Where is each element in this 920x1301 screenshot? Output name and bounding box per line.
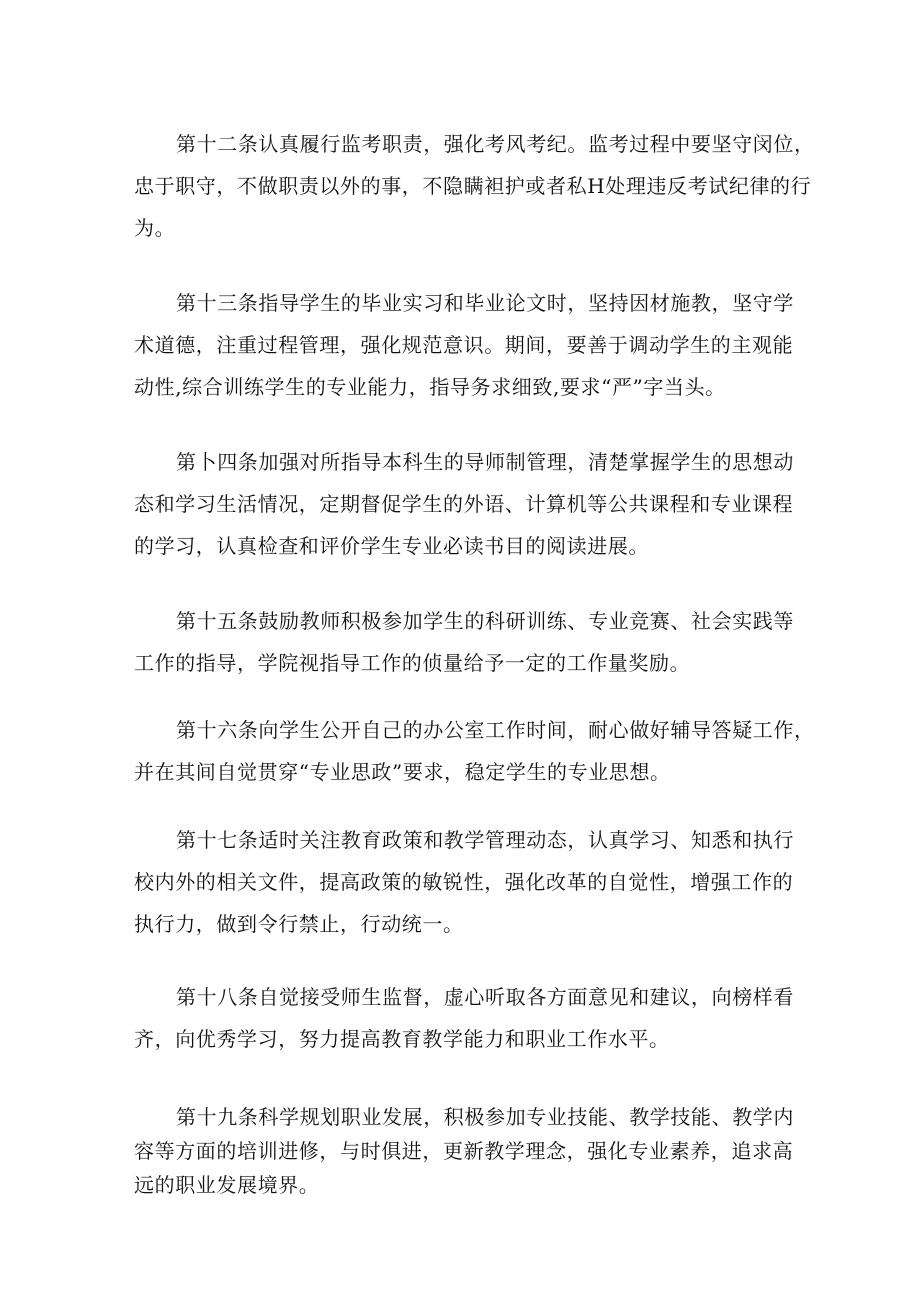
paragraph-line: 执行力，做到令行禁止，行动统一。 <box>134 912 464 936</box>
paragraph-line: 为。 <box>134 216 176 240</box>
article-13-paragraph <box>134 293 794 397</box>
article-18-paragraph <box>134 987 794 1049</box>
article-12-paragraph <box>134 132 815 240</box>
paragraph-line: 态和学习生活情况，定期督促学生的外语、计算机等公共课程和专业课程 <box>134 492 794 516</box>
paragraph-line: 第十七条适时关注教育政策和教学管理动态，认真学习、知悉和执行 <box>176 828 794 852</box>
paragraph-line: 远的职业发展境界。 <box>134 1173 320 1197</box>
article-14-paragraph <box>134 452 794 556</box>
paragraph-line: 术道德，注重过程管理，强化规范意识。期间，要善于调动学生的主观能 <box>134 333 794 357</box>
paragraph-line: 第十六条向学生公开自己的办公室工作时间，耐心做好辅导答疑工作， <box>176 718 815 742</box>
paragraph-line: 忠于职守，不做职责以外的事，不隐瞒袒护或者私H处理违反考试纪律的行 <box>134 174 812 198</box>
paragraph-line: 齐，向优秀学习，努力提高教育教学能力和职业工作水平。 <box>134 1027 670 1051</box>
paragraph-line: 并在其间自觉贯穿“专业思政”要求，稳定学生的专业思想。 <box>134 760 671 784</box>
paragraph-line: 第十九条科学规划职业发展，积极参加专业技能、教学技能、教学内 <box>176 1105 794 1129</box>
paragraph-line: 工作的指导，学院视指导工作的侦量给予一定的工作量奖励。 <box>134 651 691 675</box>
paragraph-line: 第卜四条加强对所指导本科生的导师制管理，清楚掌握学生的思想动 <box>176 450 794 474</box>
paragraph-line: 第十五条鼓励教师积极参加学生的科研训练、专业竞赛、社会实践等 <box>176 609 794 633</box>
paragraph-line: 第十八条自觉接受师生监督，虚心听取各方面意见和建议，向榜样看 <box>176 985 794 1009</box>
paragraph-line: 容等方面的培训进修，与时俱进，更新教学理念，强化专业素养，追求高 <box>134 1139 794 1163</box>
paragraph-line: 校内外的相关文件，提高政策的敏锐性，强化改革的自觉性，增强工作的 <box>134 870 794 894</box>
article-19-paragraph <box>134 1107 794 1195</box>
paragraph-line: 第十二条认真履行监考职责，强化考风考纪。监考过程中要坚守闵位， <box>176 132 815 156</box>
article-16-paragraph <box>134 718 815 784</box>
article-17-paragraph <box>134 830 794 934</box>
paragraph-line: 第十三条指导学生的毕业实习和毕业论文时，坚持因材施教，坚守学 <box>176 291 794 315</box>
paragraph-line: 动性,综合训练学生的专业能力，指导务求细致,要求“严”字当头。 <box>134 375 726 399</box>
paragraph-line: 的学习，认真检查和评价学生专业必读书目的阅读进展。 <box>134 534 649 558</box>
article-15-paragraph <box>134 611 794 673</box>
